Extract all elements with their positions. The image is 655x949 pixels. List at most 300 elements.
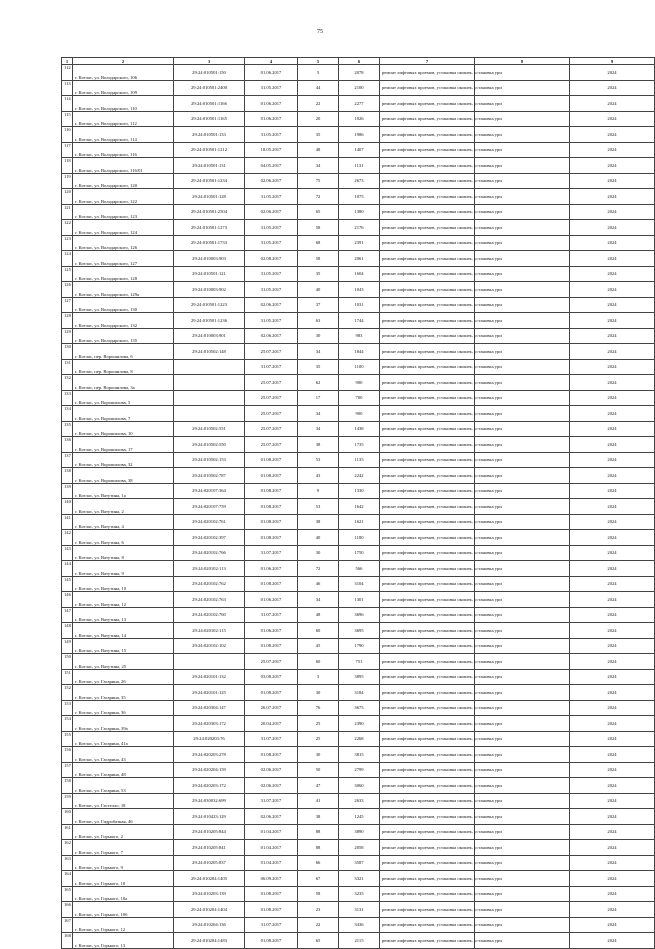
address-cell: г. Котлас, ул. Гагарина, 41а — [73, 731, 174, 747]
date-cell: 02.06.2017 — [245, 762, 298, 778]
area-cell: 700 — [339, 390, 380, 406]
address-cell: г. Котлас, ул. Володарского, 135 — [73, 328, 174, 344]
area-cell: 3587 — [339, 855, 380, 871]
address-cell: г. Котлас, ул. Ватутина, 10 — [73, 576, 174, 592]
count-cell: 25 — [298, 716, 339, 732]
date-cell: 01.08.2017 — [245, 514, 298, 530]
area-cell: 3696 — [339, 607, 380, 623]
work-type-cell: ремонт лифтовых проемов, установка окошек, установка ури — [380, 902, 475, 918]
count-cell: 46 — [298, 576, 339, 592]
table-row — [62, 824, 655, 840]
area-cell: 1407 — [339, 142, 380, 158]
table-row — [62, 623, 655, 639]
work-type-cell: ремонт лифтовых проемов, установка окошек, установка ури — [380, 266, 475, 282]
date-cell: 25.07.2017 — [245, 654, 298, 670]
cadastral-number-cell: 29:24:010205:837 — [174, 855, 245, 871]
year-cell: 2024 — [570, 375, 655, 391]
table-row — [62, 933, 655, 949]
date-cell: 31.07.2017 — [245, 607, 298, 623]
year-cell: 2024 — [570, 561, 655, 577]
work-type-cell: ремонт лифтовых проемов, установка окошек, установка ури — [380, 220, 475, 236]
address-cell: г. Котлас, ул. Володарского, 132 — [73, 313, 174, 329]
date-cell: 25.07.2017 — [245, 390, 298, 406]
cadastral-number-cell: 29:24:010502:787 — [174, 468, 245, 484]
cadastral-number-cell: 29:24:010501:2504 — [174, 204, 245, 220]
table-row — [62, 902, 655, 918]
row-number: 122 — [62, 220, 73, 236]
cadastral-number-cell: 29:24:010501:1212 — [174, 142, 245, 158]
work-type-cell: ремонт лифтовых проемов, установка окошек, установка ури — [380, 406, 475, 422]
table-row — [62, 235, 655, 251]
table-row — [62, 421, 655, 437]
year-cell: 2024 — [570, 530, 655, 546]
work-type-cell: ремонт лифтовых проемов, установка окошек, установка ури — [380, 824, 475, 840]
row-number: 128 — [62, 313, 73, 329]
date-cell: 02.06.2017 — [245, 328, 298, 344]
cadastral-number-cell: 29:24:020203:172 — [174, 778, 245, 794]
date-cell: 01.08.2017 — [245, 685, 298, 701]
date-cell: 31.07.2017 — [245, 917, 298, 933]
year-cell: 2024 — [570, 902, 655, 918]
work-type-cell: ремонт лифтовых проемов, установка окошек, установка ури — [380, 840, 475, 856]
cadastral-number-cell: 29:24:010204:1483 — [174, 933, 245, 949]
work-type-cell: ремонт лифтовых проемов, установка окошек, установка ури — [380, 545, 475, 561]
date-cell: 26.07.2017 — [245, 700, 298, 716]
year-cell: 2024 — [570, 669, 655, 685]
count-cell: 35 — [298, 266, 339, 282]
area-cell: 1330 — [339, 483, 380, 499]
address-cell: г. Котлас, пер. Ворошилова, 8 — [73, 359, 174, 375]
count-cell: 43 — [298, 468, 339, 484]
work-type-cell: ремонт лифтовых проемов, установка окошек, установка ури — [380, 514, 475, 530]
cadastral-number-cell: 29:24:020203:278 — [174, 747, 245, 763]
area-cell: 2390 — [339, 716, 380, 732]
date-cell: 03.08.2017 — [245, 669, 298, 685]
cadastral-number-cell: 29:24:020102:762 — [174, 576, 245, 592]
year-cell: 2024 — [570, 406, 655, 422]
page-number: 75 — [317, 29, 323, 35]
work-type-cell: ремонт лифтовых проемов, установка окошек, установка ури — [380, 282, 475, 298]
row-number: 129 — [62, 328, 73, 344]
date-cell: 02.06.2017 — [245, 778, 298, 794]
table-row — [62, 530, 655, 546]
address-cell: г. Котлас, ул. Гагарина, 43 — [73, 747, 174, 763]
address-cell: г. Котлас, ул. Горького, 10б — [73, 902, 174, 918]
year-cell: 2024 — [570, 731, 655, 747]
year-cell: 2024 — [570, 390, 655, 406]
row-number: 120 — [62, 189, 73, 205]
work-type-cell: ремонт лифтовых проемов, установка окошек, установка ури — [380, 886, 475, 902]
date-cell: 31.05.2017 — [245, 282, 298, 298]
work-type-cell: ремонт лифтовых проемов, установка окошек, установка ури — [380, 778, 475, 794]
count-cell: 58 — [298, 220, 339, 236]
area-cell: 2391 — [339, 235, 380, 251]
cadastral-number-cell: 29:24:020204:159 — [174, 762, 245, 778]
work-type-cell: ремонт лифтовых проемов, установка окошек, установка ури — [380, 468, 475, 484]
year-cell: 2024 — [570, 747, 655, 763]
address-cell: г. Котлас, ул. Володарского, 128 — [73, 266, 174, 282]
cadastral-number-cell: 29:24:010502:551 — [174, 421, 245, 437]
address-cell: г. Котлас, ул. Горького, 7 — [73, 840, 174, 856]
work-type-cell: ремонт лифтовых проемов, установка окошек, установка ури — [380, 359, 475, 375]
count-cell: 34 — [298, 158, 339, 174]
area-cell: 2176 — [339, 220, 380, 236]
year-cell: 2024 — [570, 499, 655, 515]
area-cell: 3695 — [339, 623, 380, 639]
count-cell: 30 — [298, 328, 339, 344]
cadastral-number-cell: 29:24:010502:153 — [174, 452, 245, 468]
cadastral-number-cell: 29:24:010501:131 — [174, 158, 245, 174]
count-cell: 25 — [298, 731, 339, 747]
date-cell: 01.08.2017 — [245, 933, 298, 949]
row-number: 158 — [62, 778, 73, 794]
count-cell: 88 — [298, 824, 339, 840]
year-cell: 2024 — [570, 793, 655, 809]
year-cell: 2024 — [570, 607, 655, 623]
year-cell: 2024 — [570, 933, 655, 949]
row-number: 130 — [62, 344, 73, 360]
row-number: 155 — [62, 731, 73, 747]
area-cell: 900 — [339, 375, 380, 391]
address-cell: г. Котлас, ул. Володарского, 124 — [73, 220, 174, 236]
count-cell: 38 — [298, 514, 339, 530]
work-type-cell: ремонт лифтовых проемов, установка окошек, установка ури — [380, 251, 475, 267]
address-cell: г. Котлас, ул. Володарского, 120 — [73, 173, 174, 189]
address-cell: г. Котлас, ул. Володарского, 126 — [73, 235, 174, 251]
work-type-cell: ремонт лифтовых проемов, установка окошек, установка ури — [380, 204, 475, 220]
work-type-cell: ремонт лифтовых проемов, установка окошек, установка ури — [380, 313, 475, 329]
area-cell: 2115 — [339, 933, 380, 949]
area-cell: 1043 — [339, 282, 380, 298]
date-cell: 25.07.2017 — [245, 437, 298, 453]
year-cell: 2024 — [570, 809, 655, 825]
row-number: 165 — [62, 886, 73, 902]
year-cell: 2024 — [570, 778, 655, 794]
cadastral-number-cell: 29:24:020101:132 — [174, 669, 245, 685]
work-type-cell: ремонт лифтовых проемов, установка окошек, установка ури — [380, 623, 475, 639]
table-row — [62, 297, 655, 313]
row-number: 141 — [62, 514, 73, 530]
cadastral-number-cell: 29:24:020102:761 — [174, 514, 245, 530]
date-cell: 01.04.2017 — [245, 855, 298, 871]
area-cell: 1301 — [339, 592, 380, 608]
address-cell: г. Котлас, ул. Володарского, 116/01 — [73, 158, 174, 174]
address-cell: г. Котлас, ул. Ватутина, 25 — [73, 654, 174, 670]
table-row — [62, 545, 655, 561]
count-cell: 22 — [298, 917, 339, 933]
row-number: 159 — [62, 793, 73, 809]
area-cell: 3104 — [339, 576, 380, 592]
address-cell: г. Котлас, ул. Володарского, 106 — [73, 65, 174, 81]
area-cell: 2058 — [339, 840, 380, 856]
row-number: 126 — [62, 282, 73, 298]
count-cell: 60 — [298, 623, 339, 639]
table-row — [62, 514, 655, 530]
area-cell: 1031 — [339, 297, 380, 313]
table-row — [62, 840, 655, 856]
count-cell: 37 — [298, 297, 339, 313]
row-number: 132 — [62, 375, 73, 391]
year-cell: 2024 — [570, 638, 655, 654]
address-cell: г. Котлас, ул. Володарского, 116 — [73, 142, 174, 158]
row-number: 156 — [62, 747, 73, 763]
address-cell: г. Котлас, ул. Володарского, 110 — [73, 96, 174, 112]
address-cell: г. Котлас, ул. Ватутина, 9 — [73, 561, 174, 577]
row-number: 134 — [62, 406, 73, 422]
date-cell: 01.08.2017 — [245, 468, 298, 484]
area-cell: 3184 — [339, 685, 380, 701]
address-cell: г. Котлас, пер. Ворошилова, 6 — [73, 344, 174, 360]
year-cell: 2024 — [570, 220, 655, 236]
cadastral-number-cell: 29:24:010204:136 — [174, 917, 245, 933]
column-header: 2 — [73, 58, 174, 65]
count-cell: 50 — [298, 762, 339, 778]
table-row — [62, 468, 655, 484]
count-cell: 48 — [298, 607, 339, 623]
count-cell: 88 — [298, 840, 339, 856]
row-number: 163 — [62, 855, 73, 871]
date-cell: 31.07.2017 — [245, 793, 298, 809]
count-cell: 22 — [298, 96, 339, 112]
year-cell: 2024 — [570, 855, 655, 871]
work-type-cell: ремонт лифтовых проемов, установка окошек, установка ури — [380, 65, 475, 81]
count-cell: 44 — [298, 80, 339, 96]
address-cell: г. Котлас, ул. Ватутина, 6 — [73, 530, 174, 546]
area-cell: 2078 — [339, 65, 380, 81]
date-cell: 31.05.2017 — [245, 80, 298, 96]
year-cell: 2024 — [570, 545, 655, 561]
address-cell: г. Котлас, ул. Ватутина, 13 — [73, 607, 174, 623]
row-number: 123 — [62, 235, 73, 251]
date-cell: 01.06.2017 — [245, 111, 298, 127]
year-cell: 2024 — [570, 65, 655, 81]
date-cell: 25.07.2017 — [245, 406, 298, 422]
cadastral-number-cell: 29:24:020102:397 — [174, 530, 245, 546]
address-cell: г. Котлас, ул. Володарского, 129а — [73, 282, 174, 298]
cadastral-number-cell — [174, 375, 245, 391]
area-cell: 3895 — [339, 669, 380, 685]
work-type-cell: ремонт лифтовых проемов, установка окошек, установка ури — [380, 80, 475, 96]
cadastral-number-cell: 29:24:010204:1404 — [174, 902, 245, 918]
table-row — [62, 871, 655, 887]
table-row — [62, 561, 655, 577]
table-row — [62, 716, 655, 732]
table-row — [62, 111, 655, 127]
year-cell: 2024 — [570, 158, 655, 174]
date-cell: 18.05.2017 — [245, 142, 298, 158]
row-number: 137 — [62, 452, 73, 468]
table-row — [62, 607, 655, 623]
work-type-cell: ремонт лифтовых проемов, установка окошек, установка ури — [380, 592, 475, 608]
count-cell: 58 — [298, 251, 339, 267]
address-cell: г. Котлас, ул. Горького, 2 — [73, 824, 174, 840]
cadastral-number-cell: 29:24:010003:903 — [174, 251, 245, 267]
cadastral-number-cell: 29:24:030032:699 — [174, 793, 245, 809]
row-number: 167 — [62, 917, 73, 933]
area-cell: 1986 — [339, 127, 380, 143]
cadastral-number-cell: 29:24:010501:121 — [174, 266, 245, 282]
address-cell: г. Котлас, ул. Ворошилова, 10 — [73, 421, 174, 437]
table-row — [62, 390, 655, 406]
row-number: 133 — [62, 390, 73, 406]
address-cell: г. Котлас, ул. Володарского, 127 — [73, 251, 174, 267]
row-number: 152 — [62, 685, 73, 701]
count-cell: 58 — [298, 886, 339, 902]
table-row — [62, 251, 655, 267]
cadastral-number-cell: 29:24:010501:150 — [174, 65, 245, 81]
table-row — [62, 592, 655, 608]
work-type-cell: ремонт лифтовых проемов, установка окошек, установка ури — [380, 530, 475, 546]
count-cell: 65 — [298, 204, 339, 220]
area-cell: 1100 — [339, 359, 380, 375]
year-cell: 2024 — [570, 468, 655, 484]
table-row — [62, 142, 655, 158]
year-cell: 2024 — [570, 96, 655, 112]
cadastral-number-cell: 29:24:010501:1223 — [174, 297, 245, 313]
address-cell: г. Котлас, ул. Ватутина, 4 — [73, 514, 174, 530]
year-cell: 2024 — [570, 886, 655, 902]
row-number: 139 — [62, 483, 73, 499]
year-cell: 2024 — [570, 235, 655, 251]
cadastral-number-cell: 29:24:010501:133 — [174, 127, 245, 143]
address-cell: г. Котлас, ул. Гагарина, 39а — [73, 716, 174, 732]
date-cell: 31.07.2017 — [245, 359, 298, 375]
address-cell: г. Котлас, ул. Володарского, 122 — [73, 189, 174, 205]
date-cell: 31.07.2017 — [245, 545, 298, 561]
work-type-cell: ремонт лифтовых проемов, установка окошек, установка ури — [380, 127, 475, 143]
column-header: 3 — [174, 58, 245, 65]
count-cell: 41 — [298, 793, 339, 809]
column-header: 7 — [380, 58, 475, 65]
table-row — [62, 793, 655, 809]
area-cell: 1131 — [339, 158, 380, 174]
row-number: 138 — [62, 468, 73, 484]
date-cell: 31.05.2017 — [245, 127, 298, 143]
area-cell: 751 — [339, 654, 380, 670]
address-cell: г. Котлас, ул. Гагарина, 35 — [73, 685, 174, 701]
date-cell: 01.06.2017 — [245, 592, 298, 608]
year-cell: 2024 — [570, 700, 655, 716]
cadastral-number-cell: 29:24:010501:2400 — [174, 80, 245, 96]
area-cell: 1744 — [339, 313, 380, 329]
date-cell: 01.06.2017 — [245, 65, 298, 81]
table-row — [62, 204, 655, 220]
cadastral-number-cell: 29:24:010205:841 — [174, 840, 245, 856]
date-cell: 01.08.2017 — [245, 452, 298, 468]
address-cell: г. Котлас, ул. Гидробазная, 46 — [73, 809, 174, 825]
table-row — [62, 638, 655, 654]
year-cell: 2024 — [570, 204, 655, 220]
cadastral-number-cell: 29:24:010501:1236 — [174, 313, 245, 329]
address-cell: г. Котлас, пер. Ворошилова, 3а — [73, 375, 174, 391]
table-row — [62, 452, 655, 468]
count-cell: 48 — [298, 142, 339, 158]
cadastral-number-cell: 29:24:010203:139 — [174, 886, 245, 902]
work-type-cell: ремонт лифтовых проемов, установка окошек, установка ури — [380, 793, 475, 809]
date-cell: 01.06.2017 — [245, 561, 298, 577]
year-cell: 2024 — [570, 421, 655, 437]
date-cell: 25.07.2017 — [245, 421, 298, 437]
date-cell: 31.05.2017 — [245, 235, 298, 251]
area-cell: 1075 — [339, 189, 380, 205]
row-number: 161 — [62, 824, 73, 840]
cadastral-number-cell — [174, 359, 245, 375]
count-cell: 5 — [298, 65, 339, 81]
work-type-cell: ремонт лифтовых проемов, установка окошек, установка ури — [380, 499, 475, 515]
row-number: 113 — [62, 80, 73, 96]
work-type-cell: ремонт лифтовых проемов, установка окошек, установка ури — [380, 576, 475, 592]
area-cell: 2268 — [339, 731, 380, 747]
count-cell: 63 — [298, 313, 339, 329]
year-cell: 2024 — [570, 127, 655, 143]
table-row — [62, 685, 655, 701]
table-row — [62, 747, 655, 763]
row-number: 146 — [62, 592, 73, 608]
date-cell: 01.08.2017 — [245, 530, 298, 546]
address-cell: г. Котлас, ул. Горького, 12 — [73, 917, 174, 933]
address-cell: г. Котлас, ул. Ватутина, 15 — [73, 638, 174, 654]
work-type-cell: ремонт лифтовых проемов, установка окошек, установка ури — [380, 685, 475, 701]
column-header: 5 — [298, 58, 339, 65]
table-row — [62, 886, 655, 902]
row-number: 124 — [62, 251, 73, 267]
count-cell: 9 — [298, 483, 339, 499]
row-number: 112 — [62, 65, 73, 81]
count-cell: 17 — [298, 390, 339, 406]
work-type-cell: ремонт лифтовых проемов, установка окошек, установка ури — [380, 638, 475, 654]
count-cell: 30 — [298, 545, 339, 561]
area-cell: 3235 — [339, 886, 380, 902]
count-cell: 34 — [298, 592, 339, 608]
row-number: 135 — [62, 421, 73, 437]
year-cell: 2024 — [570, 344, 655, 360]
cadastral-number-cell — [174, 390, 245, 406]
area-cell: 1180 — [339, 530, 380, 546]
address-cell: г. Котлас, ул. Володарского, 123 — [73, 204, 174, 220]
area-cell: 983 — [339, 328, 380, 344]
year-cell: 2024 — [570, 762, 655, 778]
date-cell: 02.06.2017 — [245, 297, 298, 313]
cadastral-number-cell: 29:24:020107:759 — [174, 499, 245, 515]
row-number: 117 — [62, 142, 73, 158]
cadastral-number-cell: 29:24:020107:364 — [174, 483, 245, 499]
address-cell: г. Котлас, ул. Гагарина, 53 — [73, 778, 174, 794]
count-cell: 68 — [298, 235, 339, 251]
work-type-cell: ремонт лифтовых проемов, установка окошек, установка ури — [380, 297, 475, 313]
column-number-row — [62, 58, 655, 65]
year-cell: 2024 — [570, 592, 655, 608]
row-number: 150 — [62, 654, 73, 670]
year-cell: 2024 — [570, 80, 655, 96]
area-cell: 1135 — [339, 452, 380, 468]
count-cell: 38 — [298, 809, 339, 825]
date-cell: 25.07.2017 — [245, 344, 298, 360]
work-type-cell: ремонт лифтовых проемов, установка окошек, установка ури — [380, 390, 475, 406]
address-cell: г. Котлас, ул. Горького, 9 — [73, 855, 174, 871]
area-cell: 3321 — [339, 871, 380, 887]
year-cell: 2024 — [570, 576, 655, 592]
count-cell: 72 — [298, 561, 339, 577]
count-cell: 34 — [298, 421, 339, 437]
area-cell: 1844 — [339, 344, 380, 360]
work-type-cell: ремонт лифтовых проемов, установка окошек, установка ури — [380, 96, 475, 112]
date-cell: 01.08.2017 — [245, 747, 298, 763]
work-type-cell: ремонт лифтовых проемов, установка окошек, установка ури — [380, 328, 475, 344]
table-row — [62, 669, 655, 685]
row-number: 119 — [62, 173, 73, 189]
address-cell: г. Котлас, ул. Ворошилова, 17 — [73, 437, 174, 453]
work-type-cell: ремонт лифтовых проемов, установка окошек, установка ури — [380, 421, 475, 437]
